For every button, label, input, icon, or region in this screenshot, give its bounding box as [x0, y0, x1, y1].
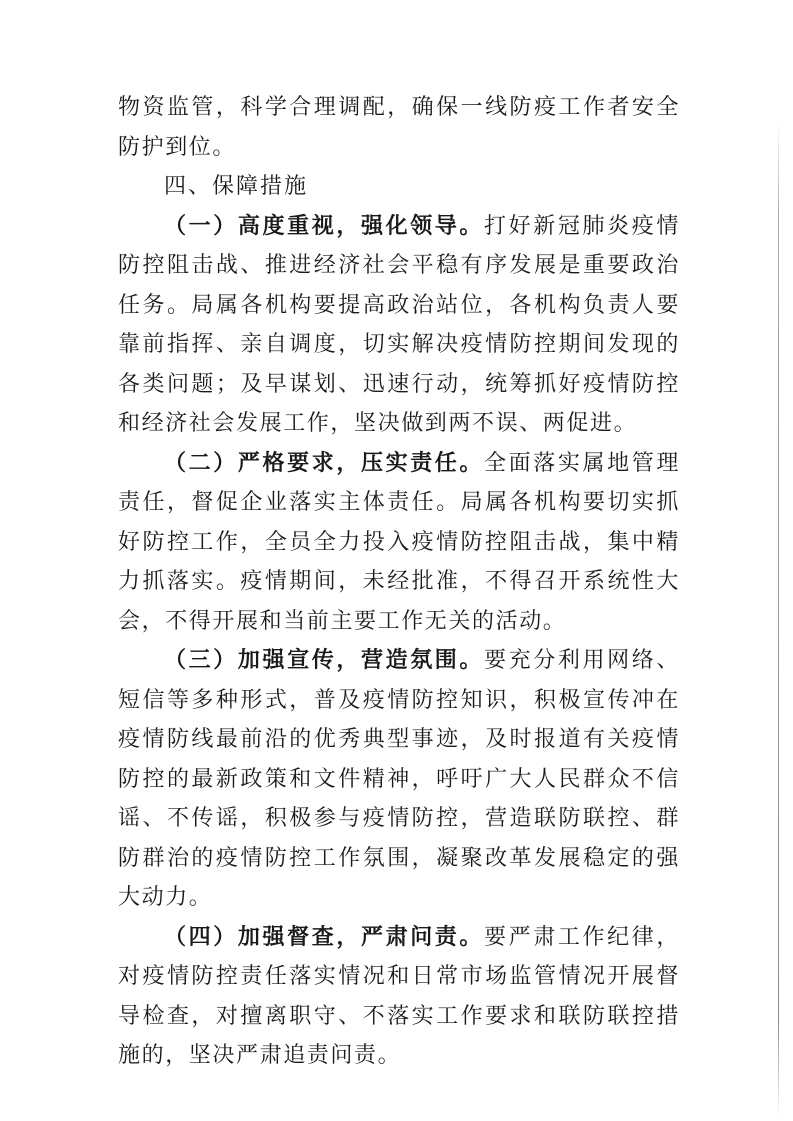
- measure-body-3: 要充分利用网络、短信等多种形式，普及疫情防控知识，积极宣传冲在疫情防线最前沿的优秀典型事迹，及时报道有关疫情防控的最新政策和文件精神，呼吁广大人民群众不信谣、不传谣，积极参与疫情防控，营造联防联控、群防群治的疫情防控工作氛围，凝聚改革发展稳定的强大动力。: [118, 648, 680, 910]
- measure-body-4: 要严肃工作纪律，对疫情防控责任落实情况和日常市场监管情况开展督导检查，对擅离职守、不落实工作要求和联防联控措施的，坚决严肃追责问责。: [118, 924, 680, 1068]
- continued-paragraph: 物资监管，科学合理调配，确保一线防疫工作者安全防护到位。: [118, 95, 680, 160]
- measure-paragraph-3: [118, 641, 680, 918]
- section-title: 四、保障措施: [164, 174, 309, 199]
- scan-edge-line: [778, 120, 779, 1120]
- measure-body-1: 打好新冠肺炎疫情防控阻击战、推进经济社会平稳有序发展是重要政治任务。局属各机构要提高政治站位，各机构负责人要靠前指挥、亲自调度，切实解决疫情防控期间发现的各类问题；及早谋划、迅速行动，统筹抓好疫情防控和经济社会发展工作，坚决做到两不误、两促进。: [118, 213, 680, 436]
- measure-body-2: 全面落实属地管理责任，督促企业落实主体责任。局属各机构要切实抓好防控工作，全员全力投入疫情防控阻击战，集中精力抓落实。疫情期间，未经批准，不得召开系统性大会，不得开展和当前主要工作无关的活动。: [118, 450, 680, 634]
- document-body: [118, 88, 680, 1076]
- measure-paragraph-1: [118, 207, 680, 444]
- measure-lead-3: （三）加强宣传，营造氛围。: [164, 648, 485, 673]
- measure-lead-1: （一）高度重视，强化领导。: [164, 213, 485, 239]
- measure-paragraph-4: [118, 918, 680, 1076]
- measure-lead-2: （二）严格要求，压实责任。: [164, 450, 485, 476]
- measure-paragraph-2: [118, 444, 680, 642]
- measure-lead-4: （四）加强督查，严肃问责。: [164, 924, 485, 950]
